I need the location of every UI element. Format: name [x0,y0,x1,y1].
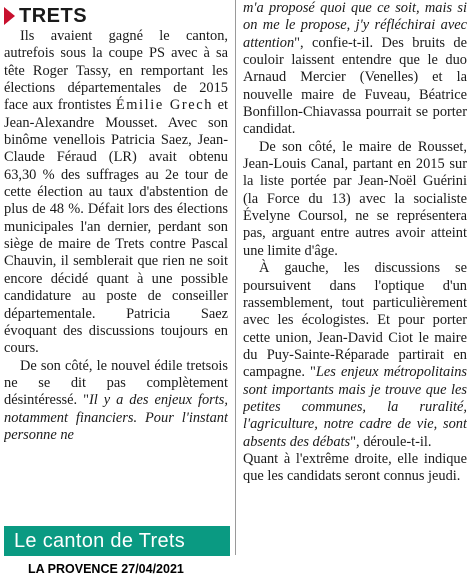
photo-caption: Le canton de Trets [4,526,230,556]
text-run: Ils avaient gagné le canton, autrefois sous la coupe PS avec à sa tête Roger Tassy, en remportant les élections départementales de 2015 face aux frontistes [4,28,228,114]
source-credit: LA PROVENCE 27/04/2021 [28,562,184,576]
article-paragraph [4,28,228,358]
section-marker-icon [4,7,15,25]
article-paragraph [4,358,228,445]
column-divider [235,0,236,555]
text-run: À gauche, les discussions se poursuivent dans l'optique d'un rassemblement, tout particulièrement avec les écologistes. Et pour porter cette union, Jean-David Ciot le maire du Puy-Sainte-Réparade partirait en campagne. " [243,260,467,381]
article-paragraph: De son côté, le maire de Rousset, Jean-Louis Canal, partant en 2015 sur la liste portée par Jean-Noël Guérini (la Force du 13) avec la socialiste Évelyne Coursol, ne se représentera pas, arguant entre autres avoir atteint une limite d'âge. [243,138,467,259]
article-paragraph [243,260,467,451]
quote-text: Les enjeux métropolitains sont importants mais je trouve que les petites communes, la ruralité, l'agriculture, notre cadre de vie, sont absents des débats [243,364,467,450]
text-run: ", confie-t-il. Des bruits de couloir laissent entendre que le duo Arnaud Mercier (Venelles) et la nouvelle maire de Fuveau, Béatrice Bonfillon-Chiavassa pourrait se porter candidat. [243,34,467,138]
quote-text: Il y a des enjeux forts, notamment financiers. Pour l'instant personne ne [4,392,228,443]
section-title: TRETS [19,4,88,27]
article-column-left [4,28,228,550]
quote-text: m'a proposé quoi que ce soit, mais si on me le propose, j'y réfléchirai avec attention [243,0,467,51]
article-paragraph: Quant à l'extrême droite, elle indique que les candidats seront connus jeudi. [243,450,467,485]
text-run: et Jean-Alexandre Mousset. Avec son binôme venellois Patricia Saez, Jean-Claude Féraud (LR) avait obtenu 63,30 % des suffrages au 2e tour de cette élection au taux d'abstention de plus de 48 %. Défait lors des élections municipales l'an dernier, perdant son siège de maire de Trets contre Pascal Chauvin, il semblerait que rien ne soit encore décidé quant à une possible candidature au poste de conseiller départementale. Patricia Saez évoquant des discussions toujours en cours. [4,97,228,357]
article-column-right [243,0,467,551]
section-header [4,3,87,29]
text-run: ", déroule-t-il. [350,433,432,450]
text-run: Émilie Grech [115,97,214,114]
article-paragraph [243,0,467,139]
text-run: De son côté, le nouvel édile tretsois ne se dit pas complètement désintéressé. " [4,357,228,409]
